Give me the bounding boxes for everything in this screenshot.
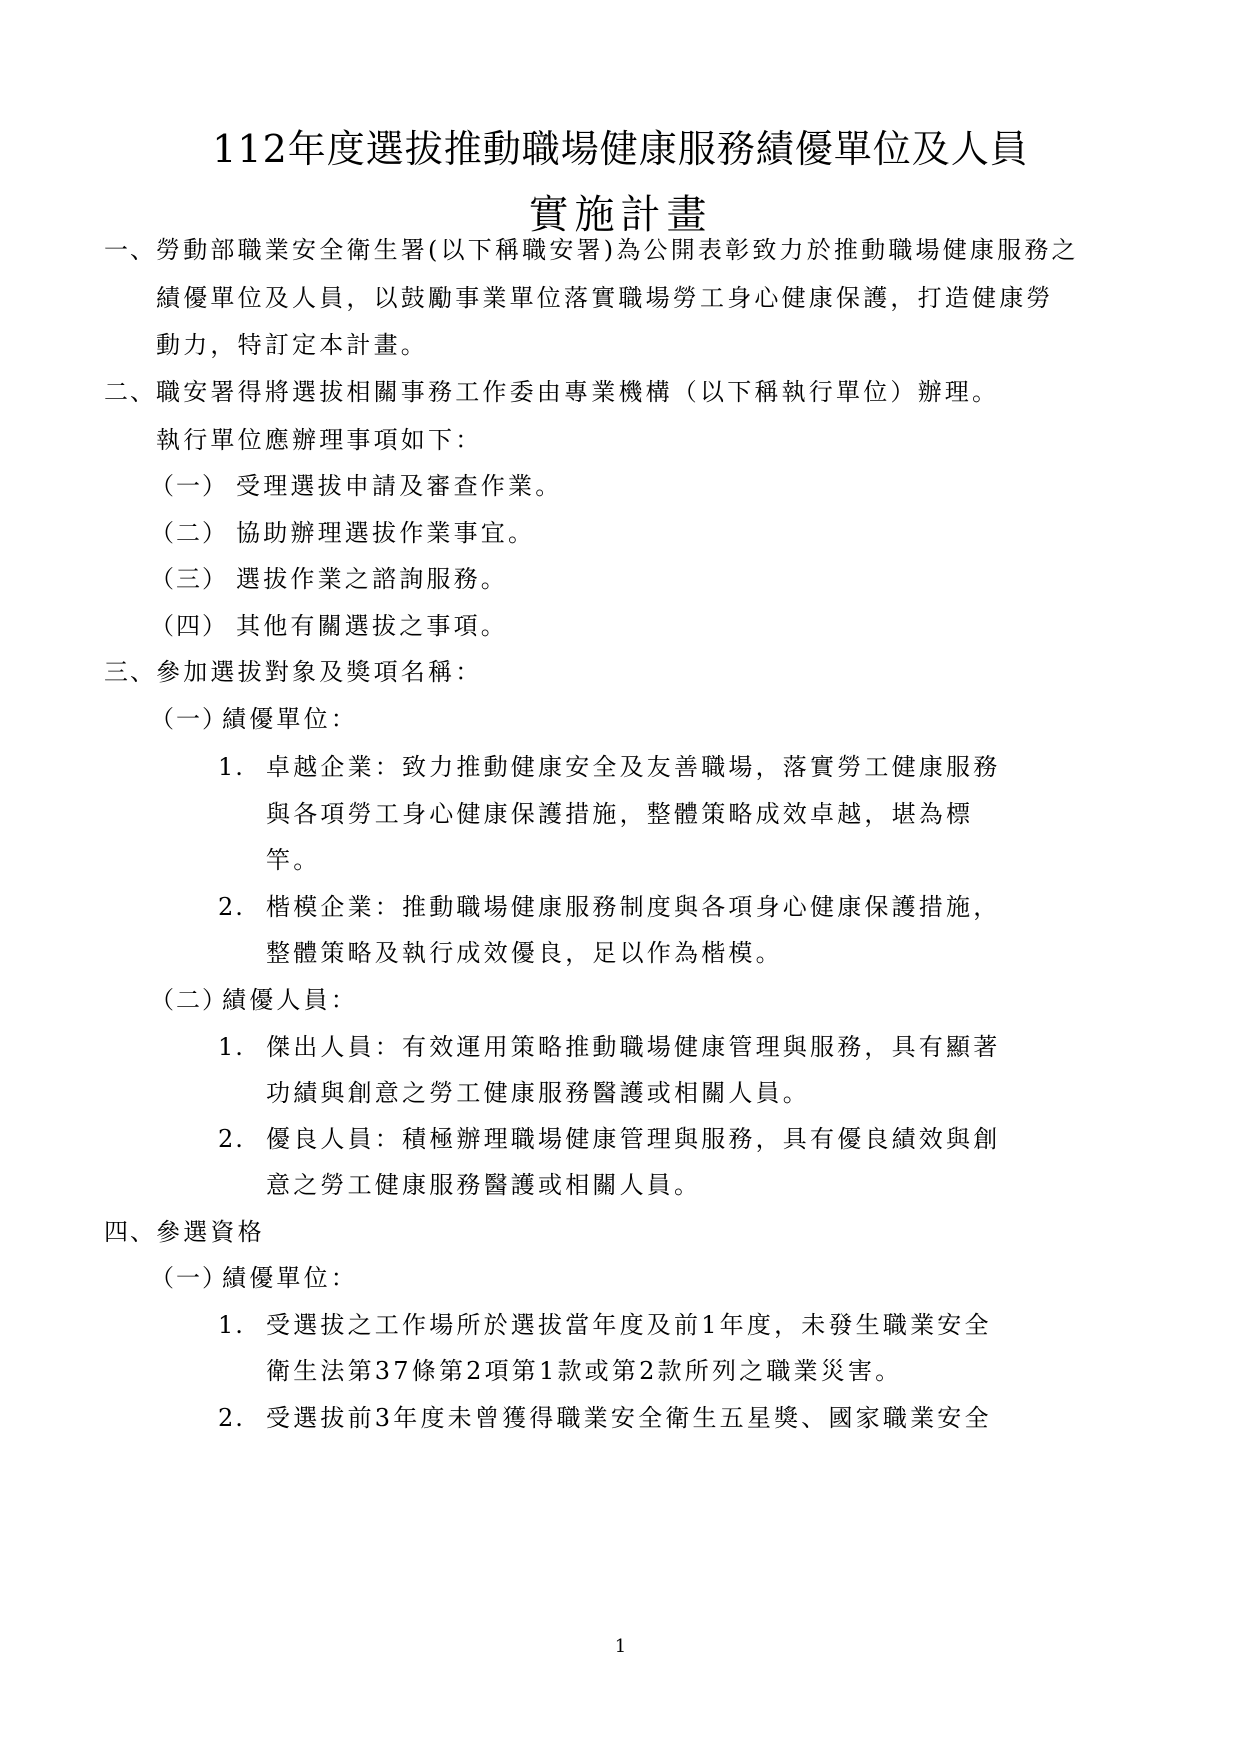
section-3-sub-2-item-2-line-2: 意之勞工健康服務醫護或相關人員。 [266,1171,702,1199]
section-2-item-3-marker: （三） [150,565,228,593]
section-2-line-2: 執行單位應辦理事項如下： [156,426,483,454]
section-3-heading: 參加選拔對象及獎項名稱： [156,658,483,686]
document-title-line-2: 實施計畫 [528,192,713,238]
section-4-sub-1-item-2-line-1: 受選拔前3年度未曾獲得職業安全衛生五星獎、國家職業安全 [266,1404,992,1432]
section-3-sub-2-item-1-line-2: 功績與創意之勞工健康服務醫護或相關人員。 [266,1079,810,1107]
section-2-line-1: 職安署得將選拔相關事務工作委由專業機構（以下稱執行單位）辦理。 [156,378,1000,406]
section-3-sub-2-item-2-line-1: 優良人員：積極辦理職場健康管理與服務，具有優良績效與創 [266,1125,1001,1153]
section-3-marker: 三、 [104,658,156,686]
section-4-heading: 參選資格 [156,1218,265,1246]
section-2-item-2-text: 協助辦理選拔作業事宜。 [236,519,536,547]
section-1-line-1: 勞動部職業安全衛生署(以下稱職安署)為公開表彰致力於推動職場健康服務之 [156,236,1079,264]
section-2-item-4-marker: （四） [150,612,228,640]
section-3-sub-2-heading: 績優人員： [222,986,358,1014]
section-2-item-1-text: 受理選拔申請及審查作業。 [236,472,563,500]
section-3-sub-2-marker: （二） [150,986,228,1014]
section-1-line-2: 績優單位及人員，以鼓勵事業單位落實職場勞工身心健康保護，打造健康勞 [156,284,1054,312]
section-2-item-1-marker: （一） [150,472,228,500]
section-2-item-4-text: 其他有關選拔之事項。 [236,612,508,640]
section-3-sub-2-item-2-marker: 2. [218,1125,245,1153]
section-2-marker: 二、 [104,378,156,406]
section-1-line-3: 動力，特訂定本計畫。 [156,331,428,359]
section-3-sub-1-item-1-line-2: 與各項勞工身心健康保護措施，整體策略成效卓越，堪為標 [266,800,974,828]
section-4-marker: 四、 [104,1218,156,1246]
document-title-line-1: 112年度選拔推動職場健康服務績優單位及人員 [212,127,1029,171]
section-4-sub-1-item-2-marker: 2. [218,1404,245,1432]
section-3-sub-1-item-1-marker: 1. [218,753,245,781]
section-3-sub-1-item-2-marker: 2. [218,893,245,921]
section-4-sub-1-marker: （一） [150,1264,228,1292]
section-2-item-2-marker: （二） [150,519,228,547]
section-3-sub-1-marker: （一） [150,705,228,733]
page-number: 1 [614,1636,627,1657]
section-4-sub-1-item-1-marker: 1. [218,1311,245,1339]
section-3-sub-2-item-1-marker: 1. [218,1033,245,1061]
section-3-sub-1-item-1-line-3: 竿。 [266,846,321,874]
section-1-marker: 一、 [104,236,156,264]
section-3-sub-1-heading: 績優單位： [222,705,358,733]
section-3-sub-1-item-2-line-1: 楷模企業：推動職場健康服務制度與各項身心健康保護措施， [266,893,1001,921]
section-3-sub-2-item-1-line-1: 傑出人員：有效運用策略推動職場健康管理與服務，具有顯著 [266,1033,1001,1061]
section-4-sub-1-item-1-line-1: 受選拔之工作場所於選拔當年度及前1年度，未發生職業安全 [266,1311,992,1339]
section-3-sub-1-item-1-line-1: 卓越企業：致力推動健康安全及友善職場，落實勞工健康服務 [266,753,1001,781]
section-3-sub-1-item-2-line-2: 整體策略及執行成效優良，足以作為楷模。 [266,939,783,967]
section-4-sub-1-heading: 績優單位： [222,1264,358,1292]
section-2-item-3-text: 選拔作業之諮詢服務。 [236,565,508,593]
section-4-sub-1-item-1-line-2: 衛生法第37條第2項第1款或第2款所列之職業災害。 [266,1357,903,1385]
